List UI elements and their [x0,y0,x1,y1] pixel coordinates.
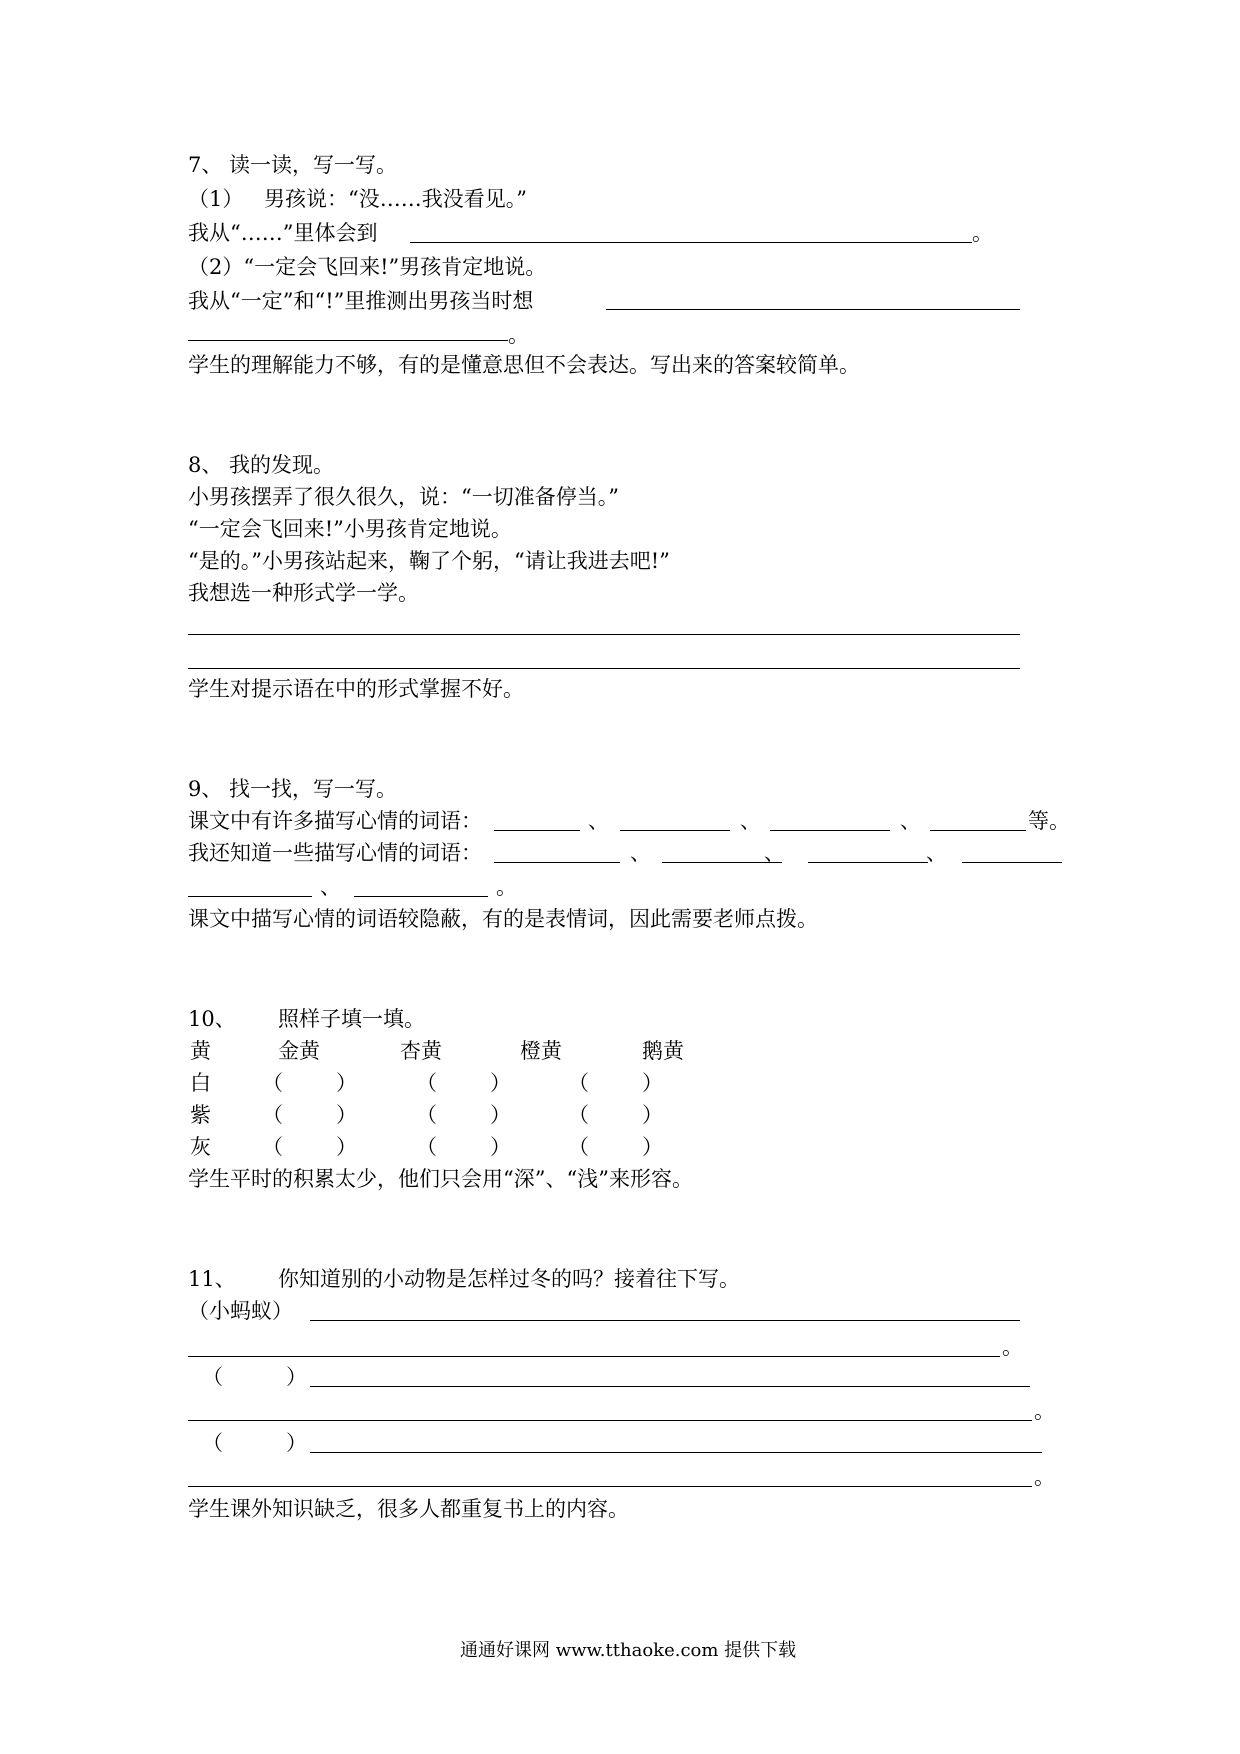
q10-lparen: （ [416,1103,437,1127]
q10-lparen: （ [416,1071,437,1095]
q10-lparen: （ [262,1135,283,1159]
q11-answer-line-2[interactable] [188,1356,1000,1357]
q9-line3-period: 。 [496,875,517,899]
q10-rparen: ） [490,1103,511,1127]
q9-line1-prefix: 课文中有许多描写心情的词语： [188,809,482,833]
q7-part1-label: （1） [188,187,244,211]
q11-rparen-2: ） [286,1365,307,1389]
q11-title: 你知道别的小动物是怎样过冬的吗？接着往下写。 [278,1267,740,1291]
q9-sep-6: 、 [926,841,947,865]
q7-line1-period: 。 [972,221,993,245]
q10-example-3: 橙黄 [520,1039,562,1063]
q11-answer-line-6[interactable] [188,1486,1032,1487]
q9-line2-prefix: 我还知道一些描写心情的词语： [188,841,482,865]
q7-line1-prefix: 我从“……”里体会到 [188,221,378,245]
q10-rparen: ） [336,1135,357,1159]
q10-example-4: 鹅黄 [642,1039,684,1063]
q11-answer-line-3[interactable] [310,1386,1030,1387]
q7-comment: 学生的理解能力不够，有的是懂意思但不会表达。写出来的答案较简单。 [188,353,860,377]
q9-blank-10[interactable] [354,896,488,897]
q10-lparen: （ [262,1071,283,1095]
q10-rparen: ） [642,1071,663,1095]
q7-line2-prefix: 我从“一定”和“!”里推测出男孩当时想 [188,289,534,313]
q10-lparen: （ [568,1103,589,1127]
q9-blank-4[interactable] [930,830,1026,831]
q11-lparen-3: （ [202,1431,223,1455]
q10-rparen: ） [336,1103,357,1127]
q8-sentence-1: 小男孩摆弄了很久很久，说：“一切准备停当。” [188,485,619,509]
q8-sentence-4: 我想选一种形式学一学。 [188,581,419,605]
q10-example-2: 杏黄 [400,1039,442,1063]
q8-answer-line-1[interactable] [188,634,1020,635]
q8-answer-line-2[interactable] [188,668,1020,669]
q9-blank-7[interactable] [808,862,928,863]
q9-blank-5[interactable] [494,862,620,863]
q11-comment: 学生课外知识缺乏，很多人都重复书上的内容。 [188,1497,629,1521]
q8-title: 8、 我的发现。 [188,453,335,477]
footer-credit: 通通好课网 www.tthaoke.com 提供下载 [460,1640,797,1661]
q10-row-gray: 灰 [190,1135,211,1159]
q11-period-2: 。 [1034,1399,1055,1423]
q7-title: 7、 读一读，写一写。 [188,153,398,177]
q10-row-white: 白 [190,1071,211,1095]
q10-example-1: 金黄 [278,1039,320,1063]
q9-sep-2: 、 [740,809,761,833]
q9-comment: 课文中描写心情的词语较隐蔽，有的是表情词，因此需要老师点拨。 [188,907,818,931]
q10-title: 照样子填一填。 [278,1007,425,1031]
q11-answer-line-5[interactable] [310,1452,1042,1453]
q9-sep-1: 、 [588,809,609,833]
q11-rparen-3: ） [286,1431,307,1455]
q7-part1-text: 男孩说：“没……我没看见。” [264,187,527,211]
q10-rparen: ） [642,1103,663,1127]
q8-comment: 学生对提示语在中的形式掌握不好。 [188,677,524,701]
q10-lparen: （ [568,1135,589,1159]
q7-line3-period: 。 [508,323,529,347]
q9-blank-1[interactable] [494,830,580,831]
q8-sentence-3: “是的。”小男孩站起来，鞠了个躬，“请让我进去吧!” [188,549,670,573]
q11-answer-line-1[interactable] [310,1320,1020,1321]
q10-comment: 学生平时的积累太少，他们只会用“深”、“浅”来形容。 [188,1167,693,1191]
q7-answer-line-2[interactable] [606,309,1020,310]
q10-lparen: （ [262,1103,283,1127]
q9-sep-7: 、 [320,875,341,899]
q8-sentence-2: “一定会飞回来!”小男孩肯定地说。 [188,517,512,541]
q9-sep-3: 、 [900,809,921,833]
q10-lparen: （ [568,1071,589,1095]
q11-first-label: （小蚂蚁） [188,1299,293,1323]
q10-rparen: ） [490,1071,511,1095]
q11-period-1: 。 [1002,1335,1023,1359]
q10-rparen: ） [642,1135,663,1159]
q9-sep-4: 、 [630,841,651,865]
q10-lparen: （ [416,1135,437,1159]
q7-part2-text: （2）“一定会飞回来!”男孩肯定地说。 [188,255,547,279]
q9-line1-suffix: 等。 [1028,809,1070,833]
q10-rparen: ） [336,1071,357,1095]
q9-blank-8[interactable] [962,862,1062,863]
q10-rparen: ） [490,1135,511,1159]
q9-blank-3[interactable] [770,830,890,831]
q10-example-base: 黄 [190,1039,211,1063]
q10-number: 10、 [188,1007,236,1031]
q9-blank-9[interactable] [188,896,312,897]
q11-period-3: 。 [1034,1465,1055,1489]
q9-title: 9、 找一找，写一写。 [188,777,398,801]
q11-answer-line-4[interactable] [188,1420,1032,1421]
q11-lparen-2: （ [202,1365,223,1389]
q7-answer-line-1[interactable] [410,242,972,243]
q10-row-purple: 紫 [190,1103,211,1127]
q7-answer-line-3[interactable] [188,340,508,341]
q11-number: 11、 [188,1267,236,1291]
q9-blank-2[interactable] [620,830,730,831]
q9-sep-5: 、 [764,841,785,865]
